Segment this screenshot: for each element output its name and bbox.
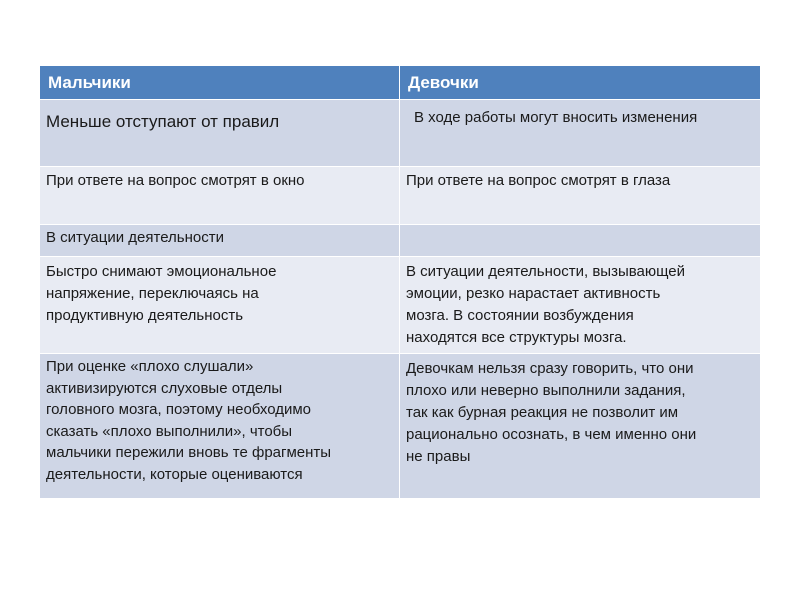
table-row (40, 257, 761, 354)
table-row (40, 167, 761, 225)
cell-girls (400, 225, 761, 257)
cell-boys (40, 225, 400, 257)
table-body (40, 100, 761, 499)
cell-text: Девочкам нельзя сразу говорить, что они плохо или неверно выполнили задания, так как бурная реакция не позволит им рационально осознать, в чем именно они не правы (406, 360, 697, 465)
cell-boys (40, 167, 400, 225)
cell-text: В ситуации деятельности, вызывающей эмоции, резко нарастает активность мозга. В состоянии возбуждения находятся все структуры мозга. (406, 263, 686, 346)
cell-girls (400, 100, 761, 167)
cell-girls (400, 167, 761, 225)
cell-text: В ситуации деятельности (46, 229, 224, 246)
cell-boys (40, 100, 400, 167)
table-row (40, 354, 761, 499)
cell-text: При оценке «плохо слушали» активизируются слуховые отделы головного мозга, поэтому необходимо сказать «плохо выполнили», чтобы мальчики пережили вновь те фрагменты деятельности, которые оцениваются (46, 358, 332, 483)
comparison-table (39, 65, 761, 499)
table-header (40, 66, 761, 100)
cell-text: При ответе на вопрос смотрят в окно (46, 172, 305, 189)
cell-text: При ответе на вопрос смотрят в глаза (406, 172, 671, 189)
cell-text: В ходе работы могут вносить изменения (414, 109, 698, 126)
header-girls: Девочки (400, 66, 761, 100)
header-row (40, 66, 761, 100)
header-boys: Мальчики (40, 66, 400, 100)
cell-girls (400, 257, 761, 354)
table-row (40, 100, 761, 167)
cell-text: Меньше отступают от правил (46, 112, 280, 131)
cell-boys (40, 354, 400, 499)
table-row (40, 225, 761, 257)
cell-text: Быстро снимают эмоциональное напряжение, переключаясь на продуктивную деятельность (46, 263, 277, 324)
cell-girls (400, 354, 761, 499)
cell-boys (40, 257, 400, 354)
